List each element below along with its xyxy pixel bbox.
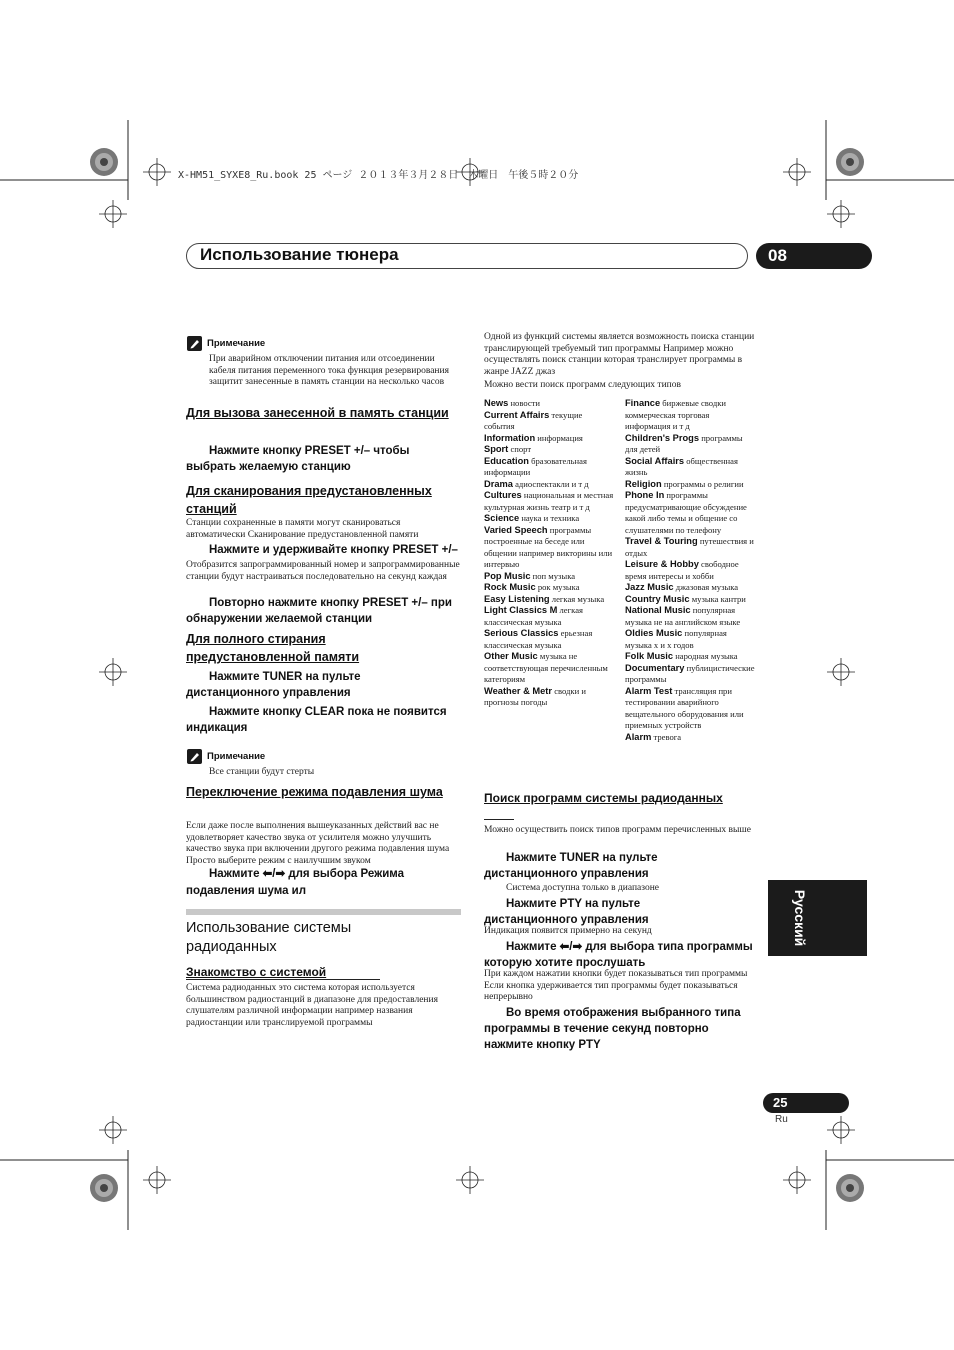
pty-description: биржевые сводки коммерческая торговая информация и т д (625, 398, 727, 431)
pty-item (484, 651, 614, 686)
note-text: При аварийном отключении питания или отсоединении кабеля питания переменного тока функция резервирования защитит занесенные в память станции на несколько часов (209, 354, 449, 387)
pty-description: легкая музыка (551, 593, 605, 604)
scan-intro: Станции сохраненные в памяти могут сканироваться автоматически Сканирование предустановленной памяти (186, 518, 419, 540)
pty-name: Country Music (625, 593, 690, 604)
pty-description: адиоспектакли и т д (515, 478, 589, 489)
pencil-icon (187, 336, 202, 351)
pty-name: Phone In (625, 490, 665, 500)
pty-description: спорт (510, 444, 532, 454)
pty-description: народная музыка (675, 651, 738, 661)
pty-item (625, 686, 755, 732)
scan-step-2: Повторно нажмите кнопку PRESET +/– при обнаружении желаемой станции (186, 597, 452, 625)
rds-subheading: Знакомство с системой (186, 965, 327, 979)
pty-name: Rock Music (484, 582, 536, 592)
pencil-icon (187, 749, 202, 764)
pty-name: Other Music (484, 651, 538, 661)
pty-description: джазовая музыка (675, 582, 739, 592)
pty-name: Alarm (625, 731, 652, 742)
pty-description: сводки и прогнозы погоды (484, 685, 586, 707)
pty-description: программы для детей (625, 432, 743, 454)
search-heading: Поиск программ системы радиоданных (484, 791, 723, 805)
pty-item (484, 571, 614, 583)
page-number: 25 (763, 1093, 849, 1113)
pty-item (625, 628, 755, 651)
pty-item (484, 513, 614, 525)
pty-name: Easy Listening (484, 593, 550, 604)
noise-text: Если даже после выполнения вышеуказанных действий вас не удовлетворяет качество звука от усилителя можно улучшить качество звука при включении другого режима подавления шума Просто выберите режим с наилучшим звуком (186, 821, 450, 866)
note-text: Все станции будут стерты (209, 767, 315, 777)
pty-name: Jazz Music (625, 582, 674, 592)
pty-name: Sport (484, 444, 509, 454)
pty-description: легкая классическая музыка (484, 605, 583, 627)
pty-description: национальная и местная культурная жизнь театр и т д (484, 490, 614, 512)
pty-name: Information (484, 432, 536, 443)
pty-name: Drama (484, 478, 513, 489)
pty-description: наука и техника (521, 513, 580, 523)
pty-description: программы предусматривающие обсуждение какой либо темы и общение со слушателями по телефону (625, 490, 747, 535)
pty-list-right (625, 398, 755, 743)
pty-item (484, 456, 614, 479)
pty-name: Folk Music (625, 651, 674, 661)
pty-item (625, 536, 755, 559)
note-label: Примечание (207, 338, 266, 349)
pty-item (484, 398, 614, 410)
pty-description: бразовательная информации (484, 455, 587, 477)
recall-step: Нажмите кнопку PRESET +/– чтобы выбрать желаемую станцию (186, 445, 410, 473)
pty-description: общественная жизнь (625, 455, 738, 477)
pty-item (625, 433, 755, 456)
search-step-3: Нажмите ⬅/➡ для выбора типа программы которую хотите прослушать (484, 941, 753, 969)
pty-name: National Music (625, 605, 691, 615)
pty-name: Social Affairs (625, 455, 685, 466)
pty-name: Oldies Music (625, 628, 683, 638)
pty-item (625, 605, 755, 628)
print-info-line: X-HM51_SYXE8_Ru.book 25 ページ ２０１３年３月２８日 木曜日 午後５時２０分 (178, 170, 579, 181)
pty-item (625, 594, 755, 606)
language-tab-label: Русский (792, 889, 808, 947)
pty-description: путешествия и отдых (625, 536, 754, 558)
erase-step-1: Нажмите TUNER на пульте дистанционного управления (186, 671, 361, 699)
pty-item (484, 410, 614, 433)
language-tab (768, 880, 867, 956)
pty-description: свободное время интересы и хобби (625, 559, 739, 581)
recall-heading: Для вызова занесенной в память станции (186, 406, 449, 420)
pty-item (625, 582, 755, 594)
noise-heading: Переключение режима подавления шума (186, 785, 443, 799)
pty-item (484, 433, 614, 445)
pty-name: Education (484, 455, 529, 466)
pty-description: новости (510, 398, 541, 408)
pty-description: поп музыка (532, 570, 576, 581)
noise-step: Нажмите ⬅/➡ для выбора Режима подавления шума ил (186, 868, 405, 897)
pty-name: Weather & Metr (484, 685, 553, 696)
page-language: Ru (775, 1114, 788, 1125)
pty-name: Documentary (625, 662, 685, 673)
pty-name: News (484, 398, 509, 408)
search-text-3: При каждом нажатии кнопки будет показываться тип программы Если кнопка удерживается тип программы будет показываться непрерывно (484, 969, 748, 1002)
pty-item (484, 490, 614, 513)
pty-item (484, 686, 614, 709)
pty-item (625, 490, 755, 536)
pty-item (484, 628, 614, 651)
pty-name: Pop Music (484, 570, 531, 581)
pty-description: тревога (653, 731, 682, 742)
chapter-number: 08 (756, 243, 872, 269)
pty-description: трансляция при тестировании аварийного вещательного оборудования или приемных устройств (625, 685, 744, 730)
pty-description: музыка кантри (691, 593, 746, 604)
pty-name: Religion (625, 478, 662, 489)
pty-item (484, 444, 614, 456)
pty-name: Cultures (484, 490, 522, 500)
pty-item (625, 663, 755, 686)
pty-description: программы построенные на беседе или общении например викторины или интервью (484, 524, 613, 569)
pty-description: популярная музыка не на английском языке (625, 605, 741, 627)
pty-description: публицистические программы (625, 662, 755, 684)
subheading-rule (484, 819, 514, 820)
note-label: Примечание (207, 751, 266, 762)
scan-text: Отобразится запрограммированный номер и запрограммированные станции будут настраиваться последовательно на секунд каждая (186, 560, 460, 582)
pty-name: Leisure & Hobby (625, 559, 699, 569)
pty-description: текущие события (484, 409, 583, 431)
pty-item (484, 582, 614, 594)
pty-name: Travel & Touring (625, 536, 698, 546)
pty-name: Varied Speech (484, 524, 548, 535)
search-text-2: Индикация появится примерно на секунд (484, 926, 652, 936)
section-divider (186, 909, 461, 915)
rds-heading: Использование системы радиоданных (186, 920, 352, 955)
pty-item (484, 594, 614, 606)
pty-name: Children's Progs (625, 432, 700, 443)
pty-name: Finance (625, 398, 661, 408)
pty-item (625, 479, 755, 491)
pty-description: ерьезная классическая музыка (484, 628, 593, 650)
pty-description: популярная музыка х и х годов (625, 628, 727, 650)
page-title: Использование тюнера (200, 245, 399, 264)
pty-name: Alarm Test (625, 685, 673, 696)
pty-intro: Одной из функций системы является возможность поиска станции транслирующей требуемый тип программы Например можно осуществлять поиск станции которая транслирует программы в жанре JAZZ джаз (484, 332, 755, 377)
search-step-1: Нажмите TUNER на пульте дистанционного управления (484, 852, 658, 880)
pty-item (484, 605, 614, 628)
scan-heading: Для сканирования предустановленных станций (186, 484, 432, 516)
search-intro: Можно осуществить поиск типов программ перечисленных выше (484, 825, 751, 835)
rds-intro: Система радиоданных это система которая используется большинством радиостанций в диапазоне для предоставления слушателям различной информации например названия радиостанции или транслируемой программы (186, 983, 438, 1028)
pty-intro-2: Можно вести поиск программ следующих типов (484, 380, 681, 390)
pty-list-left (484, 398, 614, 709)
pty-item (625, 456, 755, 479)
pty-item (484, 479, 614, 491)
pty-description: программы о религии (663, 478, 744, 489)
search-step-2: Нажмите PTY на пульте дистанционного управления (484, 898, 649, 926)
pty-name: Science (484, 513, 520, 523)
search-text-1: Система доступна только в диапазоне (506, 883, 660, 893)
pty-description: музыка не соответствующая перечисленным категориям (484, 651, 608, 684)
pty-description: рок музыка (537, 582, 580, 592)
pty-item (625, 559, 755, 582)
subheading-rule (186, 979, 380, 980)
pty-name: Light Classics M (484, 605, 558, 615)
erase-heading: Для полного стирания предустановленной памяти (186, 632, 360, 664)
pty-name: Serious Classics (484, 628, 559, 638)
pty-item (625, 398, 755, 433)
pty-name: Current Affairs (484, 409, 550, 420)
pty-item (625, 732, 755, 744)
search-step-4: Во время отображения выбранного типа программы в течение секунд повторно нажмите кнопку PTY (484, 1007, 741, 1051)
erase-step-2: Нажмите кнопку CLEAR пока не появится индикация (186, 706, 447, 734)
pty-description: информация (537, 432, 583, 443)
scan-step-1: Нажмите и удерживайте кнопку PRESET +/– (209, 544, 458, 556)
pty-item (484, 525, 614, 571)
pty-item (625, 651, 755, 663)
